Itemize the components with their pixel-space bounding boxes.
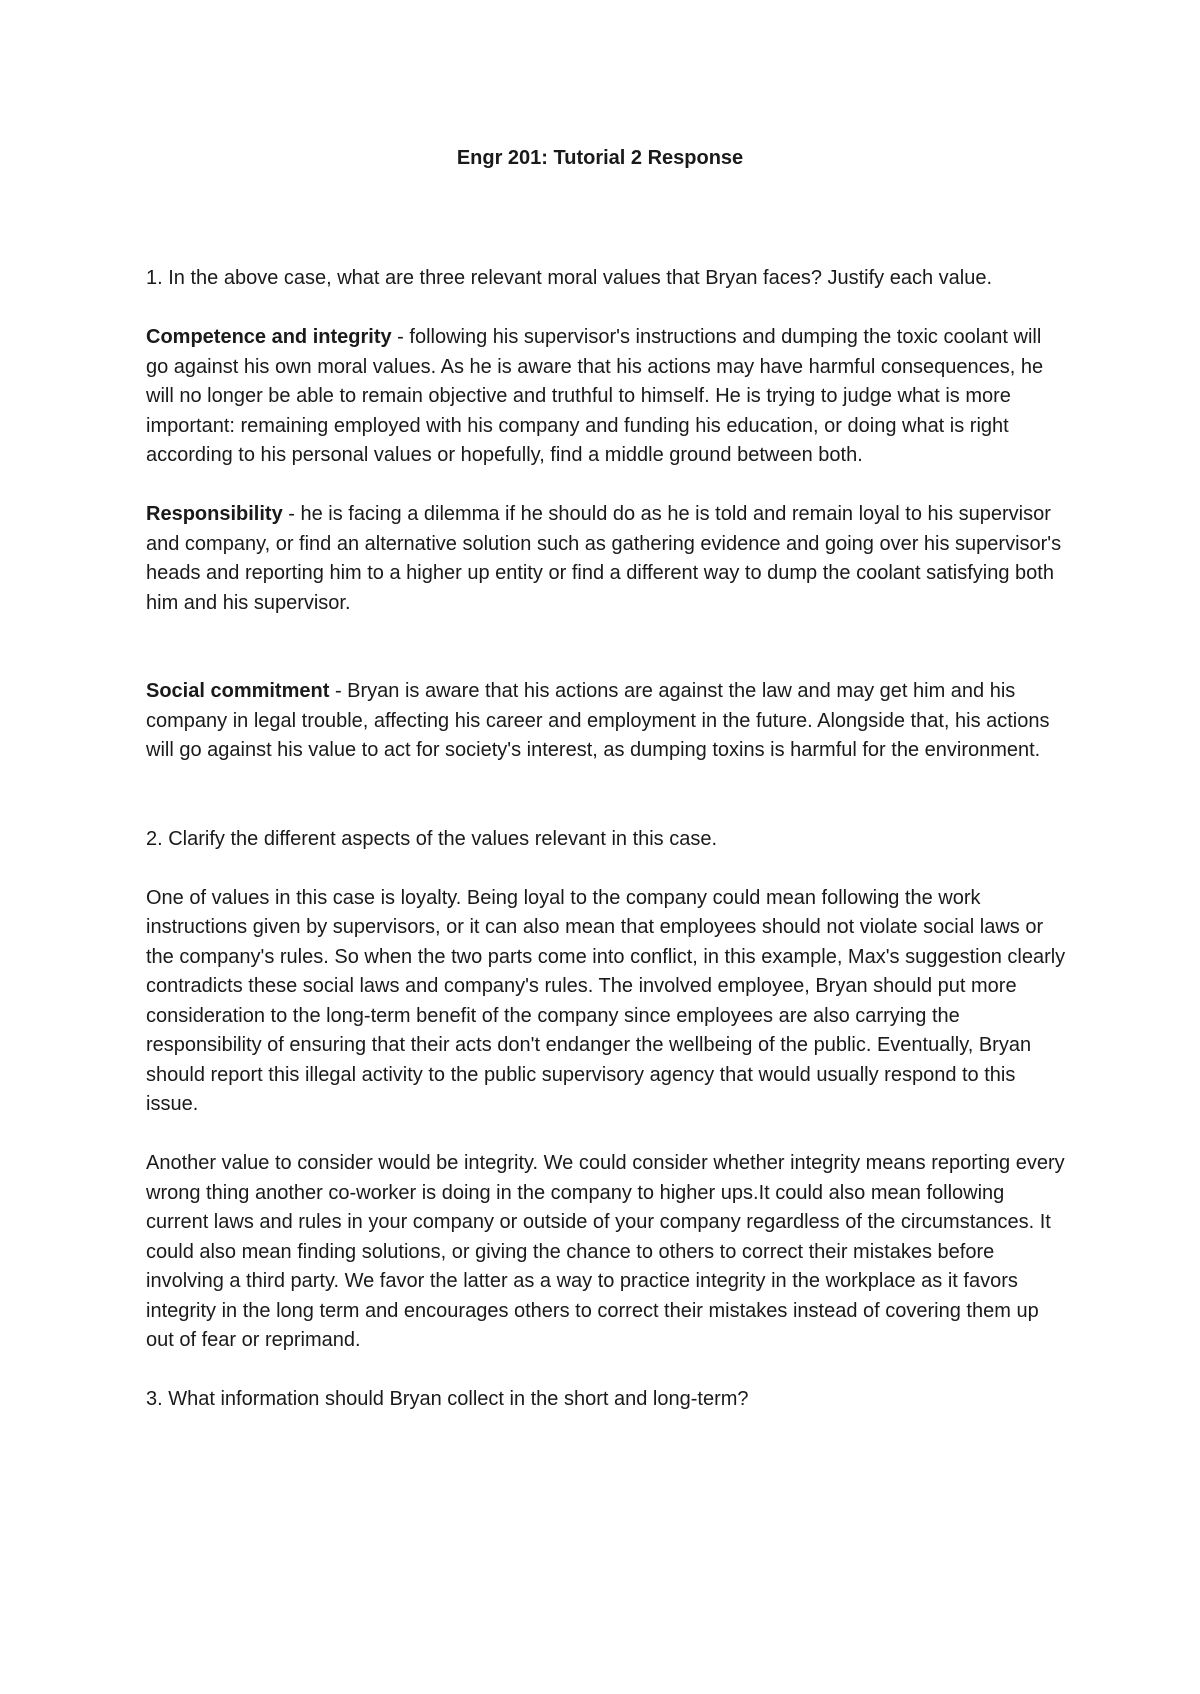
question-2: 2. Clarify the different aspects of the values relevant in this case. (146, 827, 718, 850)
answer-text: - Bryan is aware that his actions are against the law and may get him and his company in legal trouble, affecting his career and employment in the future. Alongside that, his actions will go against his value to act for society's interest, as dumping toxins is harmful for the environment. (146, 680, 1050, 761)
question-3: 3. What information should Bryan collect in the short and long-term? (146, 1388, 749, 1410)
answer-term: Social commitment (146, 680, 330, 702)
paragraph-loyalty: One of values in this case is loyalty. Being loyal to the company could mean following the work instructions given by supervisors, or it can also mean that employees should not violate social laws or the company's rules. So when the two parts come into conflict, in this example, Max's suggestion clearly contradicts these social laws and company's rules. The involved employee, Bryan should put more consideration to the long-term benefit of the company since employees are also carrying the responsibility of ensuring that their acts don't endanger the wellbeing of the public. Eventually, Bryan should report this illegal activity to the public supervisory agency that would usually respond to this issue. (146, 886, 1066, 1115)
document-title: Engr 201: Tutorial 2 Response (456, 147, 744, 169)
answer-term: Responsibility (146, 503, 283, 525)
document-body (146, 264, 1066, 1415)
answer-term: Competence and integrity (146, 326, 392, 348)
answer-competence-integrity (146, 323, 1066, 471)
paragraph-integrity: Another value to consider would be integrity. We could consider whether integrity means reporting every wrong thing another co-worker is doing in the company to higher ups.It could also mean following current laws and rules in your company or outside of your company regardless of the circumstances. It could also mean finding solutions, or giving the chance to others to correct their mistakes before involving a third party. We favor the latter as a way to practice integrity in the workplace as it favors integrity in the long term and encourages others to correct their mistakes instead of covering them up out of fear or reprimand. (146, 1152, 1065, 1351)
answer-social-commitment (146, 677, 1066, 766)
answer-text: - he is facing a dilemma if he should do as he is told and remain loyal to his supervisor and company, or find an alternative solution such as gathering evidence and going over his supervisor's heads and reporting him to a higher up entity or find a different way to dump the coolant satisfying both him and his supervisor. (146, 503, 1062, 614)
answer-text: - following his supervisor's instructions and dumping the toxic coolant will go against his own moral values. As he is aware that his actions may have harmful consequences, he will no longer be able to remain objective and truthful to himself. He is trying to judge what is more important: remaining employed with his company and funding his education, or doing what is right according to his personal values or hopefully, find a middle ground between both. (146, 326, 1044, 466)
question-1: 1. In the above case, what are three relevant moral values that Bryan faces? Justify each value. (146, 267, 993, 289)
answer-responsibility (146, 500, 1066, 618)
